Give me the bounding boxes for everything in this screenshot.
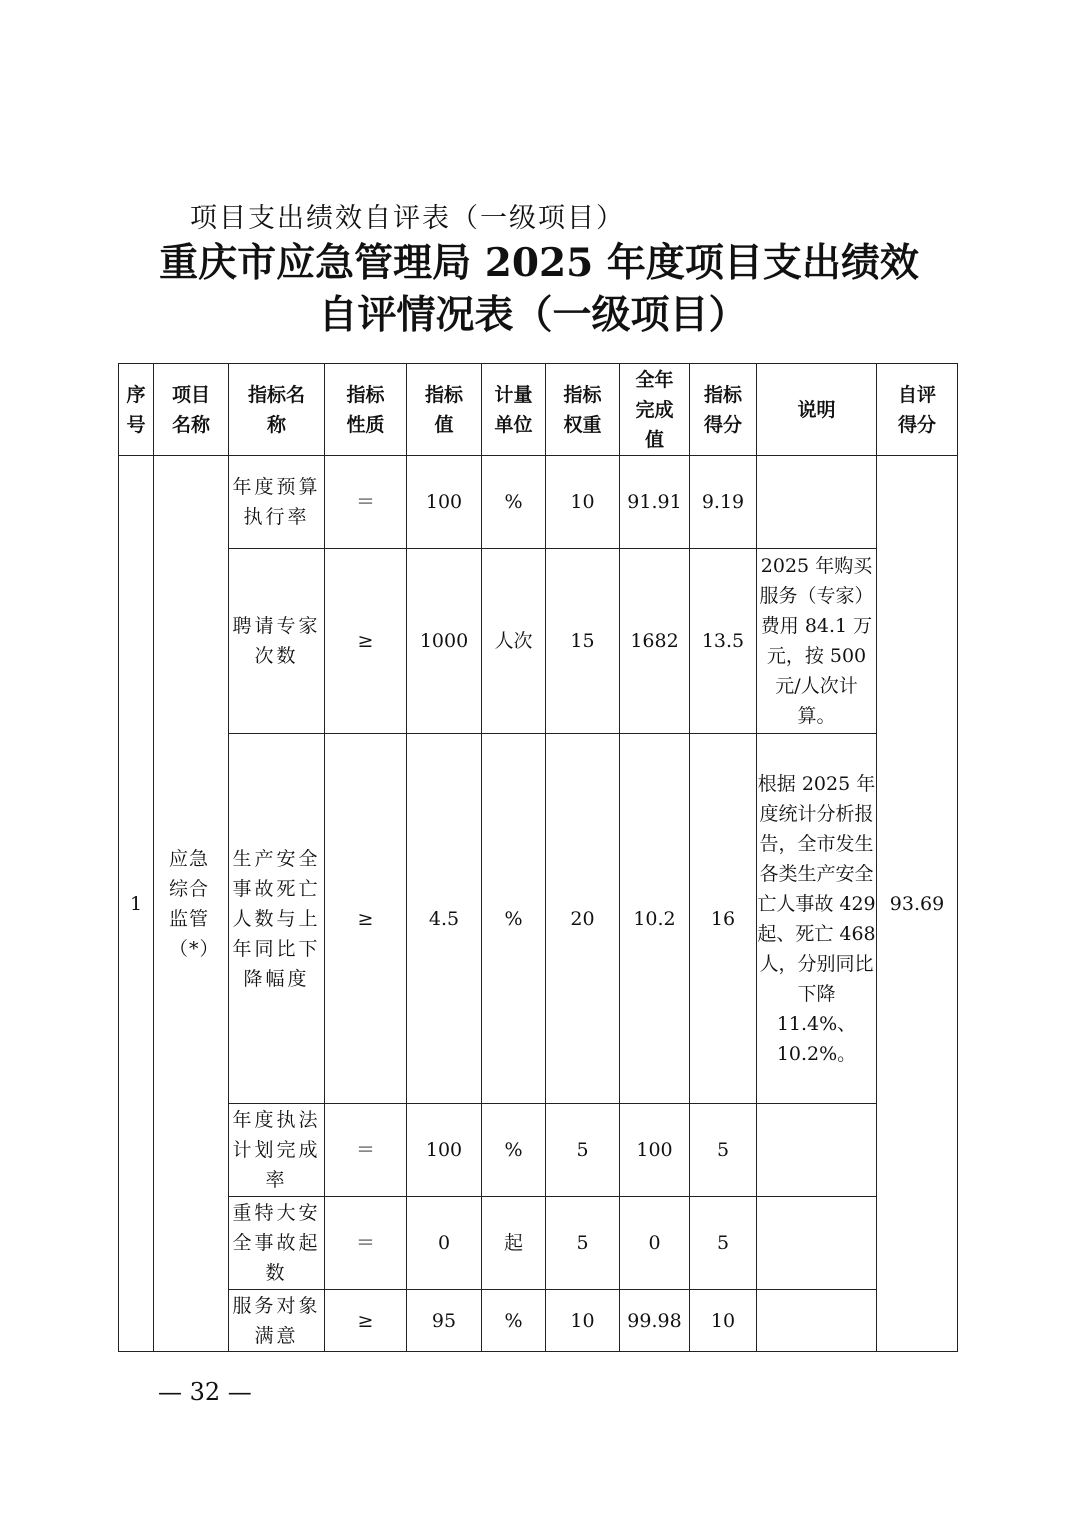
indicator-score: 16: [690, 734, 757, 1104]
header-score: 指标得分: [690, 364, 757, 456]
header-note: 说明: [757, 364, 877, 456]
indicator-note: [757, 1104, 877, 1197]
page-title-line1: 重庆市应急管理局 2025 年度项目支出绩效: [159, 240, 919, 286]
indicator-target: 100: [407, 456, 482, 549]
indicator-unit: 起: [482, 1197, 546, 1290]
header-nature: 指标性质: [325, 364, 407, 456]
indicator-score: 9.19: [690, 456, 757, 549]
self-score-cell: 93.69: [877, 456, 958, 1352]
table-row: [119, 734, 958, 1104]
indicator-target: 1000: [407, 549, 482, 734]
header-target: 指标值: [407, 364, 482, 456]
indicator-unit: %: [482, 1104, 546, 1197]
indicator-target: 0: [407, 1197, 482, 1290]
indicator-target: 95: [407, 1290, 482, 1352]
table-row: [119, 456, 958, 549]
indicator-weight: 15: [546, 549, 620, 734]
indicator-note: 2025 年购买服务（专家）费用 84.1 万元，按 500 元/人次计算。: [757, 549, 877, 734]
indicator-target: 4.5: [407, 734, 482, 1104]
indicator-note: [757, 1197, 877, 1290]
seq-cell: 1: [119, 456, 154, 1352]
page-number: — 32 —: [158, 1378, 252, 1406]
indicator-actual: 0: [620, 1197, 690, 1290]
table-row: [119, 1290, 958, 1352]
indicator-unit: %: [482, 734, 546, 1104]
indicator-nature: ≥: [325, 734, 407, 1104]
indicator-weight: 5: [546, 1104, 620, 1197]
indicator-name: 服务对象满意: [229, 1290, 325, 1352]
project-name-cell: 应急综合监管（*）: [154, 456, 229, 1352]
indicator-score: 10: [690, 1290, 757, 1352]
indicator-name: 重特大安全事故起数: [229, 1197, 325, 1290]
table-row: [119, 1197, 958, 1290]
indicator-name: 生产安全事故死亡人数与上年同比下降幅度: [229, 734, 325, 1104]
header-actual: 全年完成值: [620, 364, 690, 456]
performance-table: [118, 363, 958, 1352]
header-self-score: 自评得分: [877, 364, 958, 456]
indicator-nature: ≥: [325, 1290, 407, 1352]
indicator-unit: 人次: [482, 549, 546, 734]
indicator-actual: 100: [620, 1104, 690, 1197]
indicator-nature: ＝: [325, 1104, 407, 1197]
header-project: 项目名称: [154, 364, 229, 456]
indicator-nature: ＝: [325, 456, 407, 549]
indicator-unit: %: [482, 1290, 546, 1352]
indicator-note: [757, 456, 877, 549]
table-row: [119, 549, 958, 734]
form-subtitle: 项目支出绩效自评表（一级项目）: [190, 203, 625, 234]
indicator-actual: 1682: [620, 549, 690, 734]
indicator-nature: ≥: [325, 549, 407, 734]
indicator-weight: 20: [546, 734, 620, 1104]
table-row: [119, 1104, 958, 1197]
indicator-weight: 10: [546, 1290, 620, 1352]
indicator-unit: %: [482, 456, 546, 549]
page-title-line2: 自评情况表（一级项目）: [318, 292, 748, 338]
indicator-weight: 10: [546, 456, 620, 549]
header-indicator: 指标名称: [229, 364, 325, 456]
header-weight: 指标权重: [546, 364, 620, 456]
indicator-score: 5: [690, 1104, 757, 1197]
indicator-note: [757, 1290, 877, 1352]
indicator-note: 根据 2025 年度统计分析报告，全市发生各类生产安全亡人事故 429 起、死亡 468 人，分别同比下降 11.4%、10.2%。: [757, 734, 877, 1104]
indicator-name: 年度执法计划完成率: [229, 1104, 325, 1197]
header-unit: 计量单位: [482, 364, 546, 456]
header-seq: 序号: [119, 364, 154, 456]
indicator-actual: 99.98: [620, 1290, 690, 1352]
table-header-row: [119, 364, 958, 456]
indicator-nature: ＝: [325, 1197, 407, 1290]
indicator-score: 5: [690, 1197, 757, 1290]
indicator-actual: 10.2: [620, 734, 690, 1104]
indicator-name: 年度预算执行率: [229, 456, 325, 549]
indicator-name: 聘请专家次数: [229, 549, 325, 734]
indicator-weight: 5: [546, 1197, 620, 1290]
indicator-target: 100: [407, 1104, 482, 1197]
indicator-score: 13.5: [690, 549, 757, 734]
indicator-actual: 91.91: [620, 456, 690, 549]
